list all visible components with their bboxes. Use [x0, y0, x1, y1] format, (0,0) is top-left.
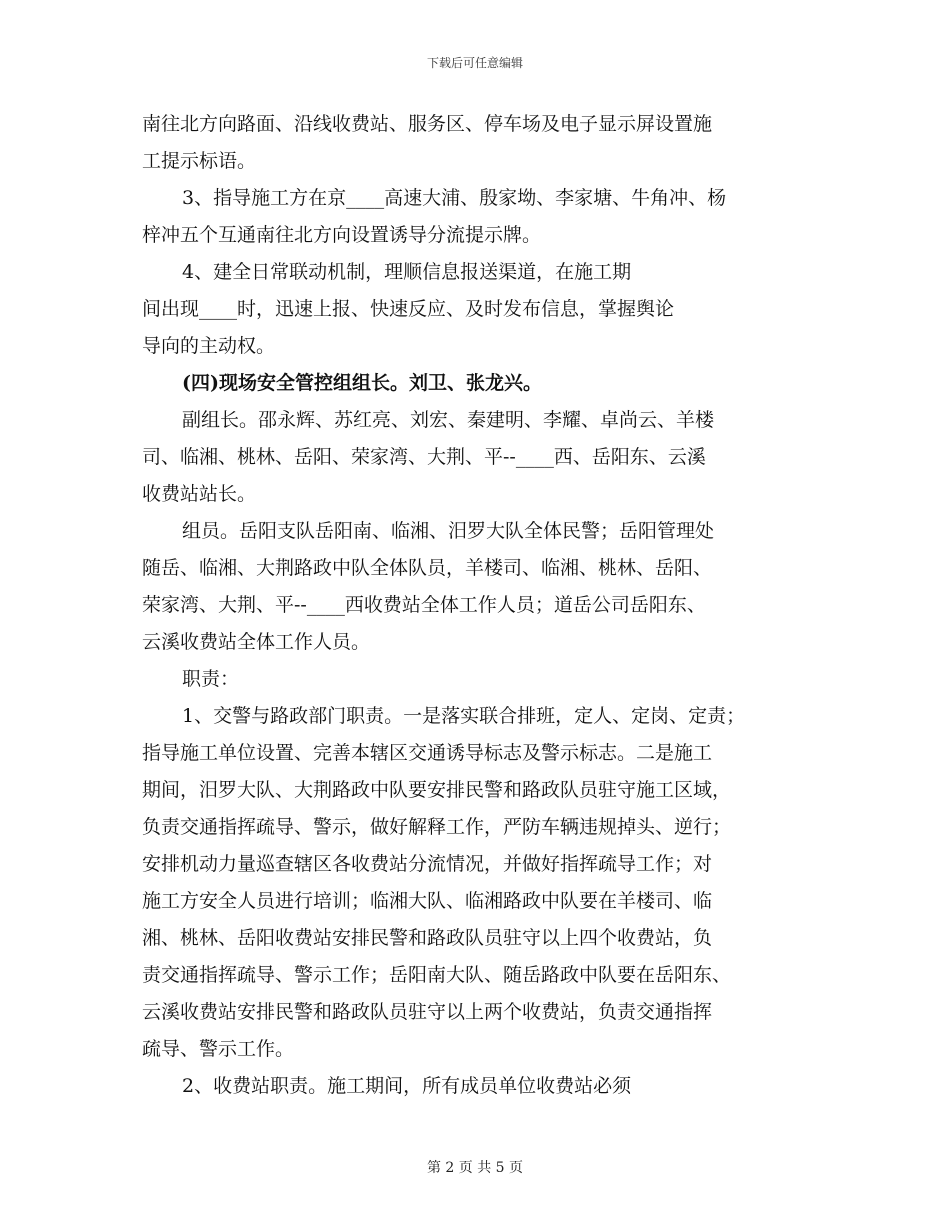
text-line: 荣家湾、大荆、平--____西收费站全体工作人员；道岳公司岳阳东、 — [142, 594, 706, 616]
text-line: 安排机动力量巡查辖区各收费站分流情况，并做好指挥疏导工作；对 — [142, 853, 713, 875]
text-line: 2、收费站职责。施工期间，所有成员单位收费站必须 — [182, 1075, 632, 1097]
text-line: 1、交警与路政部门职责。一是落实联合排班，定人、定岗、定责； — [182, 705, 746, 727]
text-line: 副组长。邵永辉、苏红亮、刘宏、秦建明、李耀、卓尚云、羊楼 — [182, 409, 715, 431]
text-line: 工提示标语。 — [142, 150, 257, 172]
text-line: 导向的主动权。 — [142, 335, 276, 357]
text-line: 南往北方向路面、沿线收费站、服务区、停车场及电子显示屏设置施 — [142, 113, 713, 135]
text-line: 组员。岳阳支队岳阳南、临湘、汨罗大队全体民警；岳阳管理处 — [182, 520, 715, 542]
text-line: 随岳、临湘、大荆路政中队全体队员，羊楼司、临湘、桃林、岳阳、 — [142, 557, 713, 579]
text-line: 4、建全日常联动机制，理顺信息报送渠道，在施工期 — [182, 261, 632, 283]
text-line: 梓冲五个互通南往北方向设置诱导分流提示牌。 — [142, 224, 542, 246]
text-line: 间出现____时，迅速上报、快速反应、及时发布信息，掌握舆论 — [142, 298, 675, 320]
text-line: 收费站站长。 — [142, 483, 257, 505]
text-line: 湘、桃林、岳阳收费站安排民警和路政队员驻守以上四个收费站，负 — [142, 927, 713, 949]
text-line: 施工方安全人员进行培训；临湘大队、临湘路政中队要在羊楼司、临 — [142, 890, 713, 912]
page-number: 第 2 页 共 5 页 — [426, 1160, 524, 1176]
text-line: 疏导、警示工作。 — [142, 1038, 295, 1060]
text-line: 期间，汨罗大队、大荆路政中队要安排民警和路政队员驻守施工区域， — [142, 779, 732, 801]
section-heading: (四)现场安全管控组组长。刘卫、张龙兴。 — [182, 372, 542, 394]
text-line: 司、临湘、桃林、岳阳、荣家湾、大荆、平--____西、岳阳东、云溪 — [142, 446, 706, 468]
text-line: 责交通指挥疏导、警示工作；岳阳南大队、随岳路政中队要在岳阳东、 — [142, 964, 732, 986]
page-header-note: 下载后可任意编辑 — [426, 56, 523, 70]
document-body — [142, 106, 807, 1105]
text-line: 指导施工单位设置、完善本辖区交通诱导标志及警示标志。二是施工 — [142, 742, 713, 764]
text-line: 云溪收费站安排民警和路政队员驻守以上两个收费站，负责交通指挥 — [142, 1001, 713, 1023]
text-line: 职责： — [182, 668, 240, 690]
text-line: 负责交通指挥疏导、警示，做好解释工作，严防车辆违规掉头、逆行； — [142, 816, 732, 838]
text-line: 云溪收费站全体工作人员。 — [142, 631, 371, 653]
text-line: 3、指导施工方在京____高速大浦、殷家坳、李家塘、牛角冲、杨 — [182, 187, 727, 209]
